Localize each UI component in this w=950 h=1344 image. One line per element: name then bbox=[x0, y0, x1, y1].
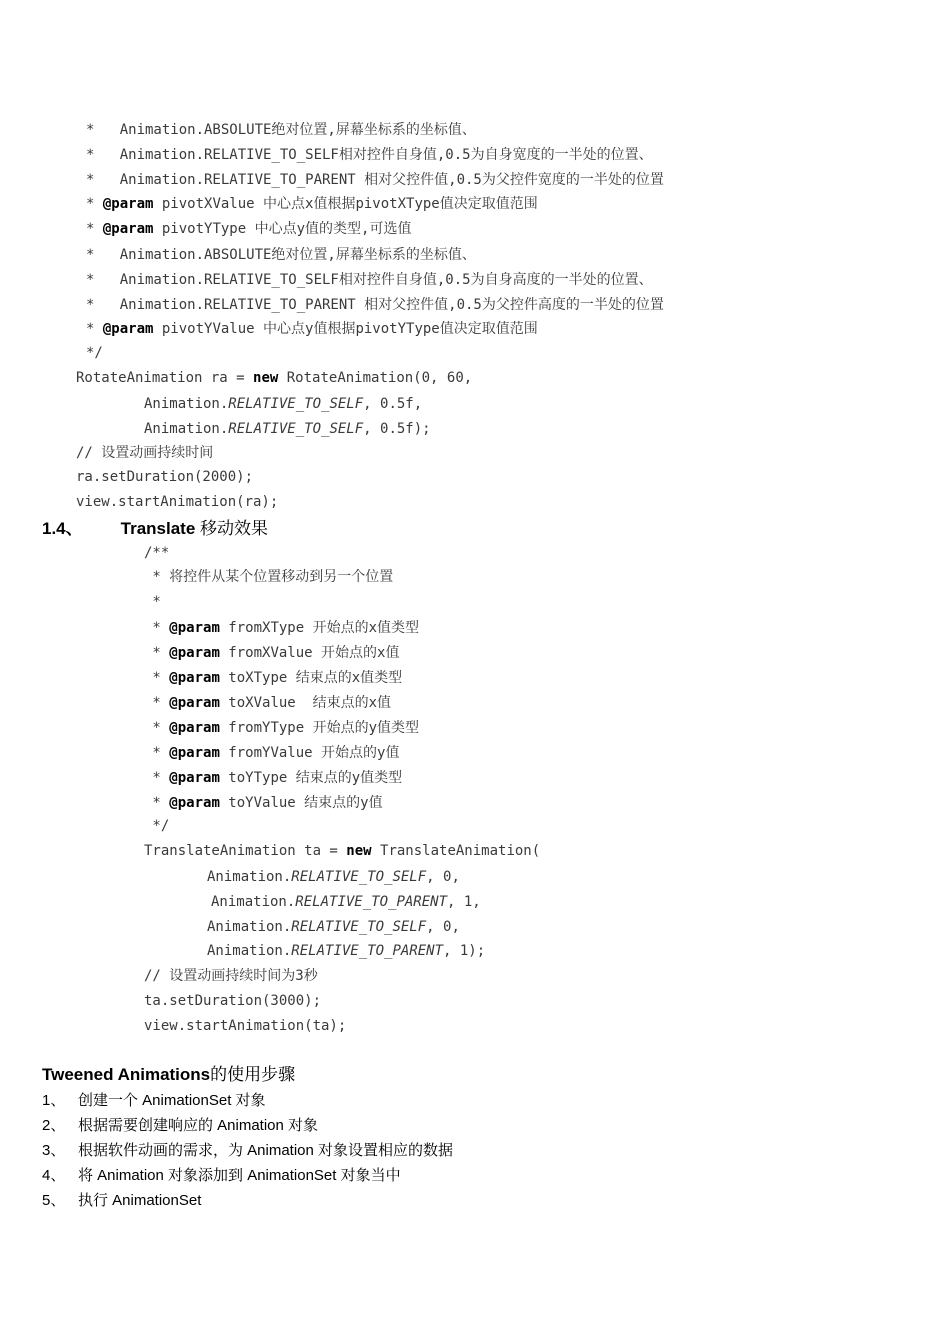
code-line bbox=[144, 744, 399, 762]
code-constant: RELATIVE_TO_PARENT bbox=[295, 894, 448, 910]
code-line: */ bbox=[86, 345, 103, 361]
code-text: RotateAnimation(0, 60, bbox=[278, 370, 473, 386]
code-comment: // 设置动画持续时间 bbox=[76, 445, 214, 461]
code-line bbox=[144, 619, 419, 637]
code-text: * bbox=[144, 645, 170, 661]
code-text: * bbox=[144, 770, 170, 786]
code-keyword: new bbox=[346, 843, 372, 859]
code-line bbox=[144, 694, 391, 712]
step-text: 执行 AnimationSet bbox=[78, 1192, 202, 1209]
code-line bbox=[144, 842, 540, 860]
code-line bbox=[144, 719, 419, 737]
code-line: * Animation.ABSOLUTE绝对位置,屏幕坐标系的坐标值、 bbox=[86, 122, 476, 138]
steps-heading bbox=[42, 1060, 295, 1085]
code-text: * bbox=[144, 620, 170, 636]
code-line: * bbox=[144, 594, 161, 610]
code-text: TranslateAnimation ta = bbox=[144, 843, 347, 859]
code-keyword: @param bbox=[169, 795, 220, 811]
section-title-zh: 移动效果 bbox=[200, 519, 269, 539]
code-text: , 1); bbox=[443, 943, 486, 959]
code-line: */ bbox=[144, 818, 170, 834]
code-text: * bbox=[144, 720, 170, 736]
code-text: fromYType 开始点的y值类型 bbox=[219, 720, 420, 736]
code-line bbox=[86, 220, 411, 238]
steps-heading-zh: 的使用步骤 bbox=[210, 1065, 296, 1085]
section-number: 1.4、 bbox=[42, 519, 83, 538]
code-text: fromXValue 开始点的x值 bbox=[219, 645, 400, 661]
code-line bbox=[86, 195, 538, 213]
code-text: Animation. bbox=[144, 396, 229, 412]
code-line bbox=[144, 769, 402, 787]
code-keyword: @param bbox=[169, 620, 220, 636]
code-text: * bbox=[86, 221, 103, 237]
code-line: * Animation.RELATIVE_TO_PARENT 相对父控件值,0.5为父控件宽度的一半处的位置 bbox=[86, 172, 664, 188]
code-line bbox=[211, 893, 481, 911]
code-text: RotateAnimation ra = bbox=[76, 370, 254, 386]
code-text: , 0, bbox=[426, 919, 460, 935]
code-constant: RELATIVE_TO_SELF bbox=[228, 396, 364, 412]
code-constant: RELATIVE_TO_PARENT bbox=[291, 943, 444, 959]
code-keyword: @param bbox=[169, 720, 220, 736]
code-line bbox=[144, 669, 402, 687]
code-line bbox=[76, 369, 472, 387]
code-keyword: @param bbox=[169, 745, 220, 761]
code-text: Animation. bbox=[211, 894, 296, 910]
code-text: Animation. bbox=[207, 943, 292, 959]
code-line bbox=[144, 420, 431, 438]
code-keyword: @param bbox=[102, 321, 154, 337]
code-text: fromYValue 开始点的y值 bbox=[219, 745, 400, 761]
code-text: , 1, bbox=[447, 894, 481, 910]
code-keyword: @param bbox=[102, 221, 154, 237]
code-line: view.startAnimation(ta); bbox=[144, 1018, 347, 1034]
code-keyword: @param bbox=[169, 670, 220, 686]
step-text: 创建一个 AnimationSet 对象 bbox=[78, 1092, 266, 1109]
code-text: TranslateAnimation( bbox=[371, 843, 541, 859]
code-text: * bbox=[86, 321, 103, 337]
code-keyword: new bbox=[253, 370, 279, 386]
step-text: 根据需要创建响应的 Animation 对象 bbox=[78, 1117, 319, 1134]
code-text: , 0, bbox=[426, 869, 460, 885]
code-line bbox=[207, 942, 485, 960]
code-text: toYValue 结束点的y值 bbox=[219, 795, 383, 811]
list-item bbox=[42, 1189, 201, 1210]
code-text: pivotYValue 中心点y值根据pivotYType值决定取值范围 bbox=[153, 321, 538, 337]
code-keyword: @param bbox=[169, 645, 220, 661]
code-text: * bbox=[86, 196, 103, 212]
code-keyword: @param bbox=[169, 695, 220, 711]
code-constant: RELATIVE_TO_SELF bbox=[228, 421, 364, 437]
step-text: 根据软件动画的需求，为 Animation 对象设置相应的数据 bbox=[78, 1142, 454, 1159]
code-text: , 0.5f, bbox=[363, 396, 423, 412]
code-text: * bbox=[144, 745, 170, 761]
code-line bbox=[144, 395, 422, 413]
step-number: 1、 bbox=[42, 1092, 66, 1109]
list-item bbox=[42, 1114, 318, 1135]
code-line: * Animation.RELATIVE_TO_SELF相对控件自身值,0.5为自身宽度的一半处的位置、 bbox=[86, 147, 653, 163]
code-line bbox=[207, 918, 460, 936]
code-text: toXType 结束点的x值类型 bbox=[219, 670, 403, 686]
code-line bbox=[144, 644, 399, 662]
code-text: * bbox=[144, 695, 170, 711]
code-text: * bbox=[144, 670, 170, 686]
step-number: 4、 bbox=[42, 1167, 66, 1184]
code-constant: RELATIVE_TO_SELF bbox=[291, 869, 427, 885]
code-line: ra.setDuration(2000); bbox=[76, 469, 254, 485]
code-text: Animation. bbox=[144, 421, 229, 437]
code-text: pivotYType 中心点y值的类型,可选值 bbox=[153, 221, 412, 237]
section-heading-1-4 bbox=[42, 514, 268, 539]
steps-heading-en: Tweened Animations bbox=[42, 1065, 211, 1084]
code-line bbox=[207, 868, 460, 886]
code-keyword: @param bbox=[169, 770, 220, 786]
step-text: 将 Animation 对象添加到 AnimationSet 对象当中 bbox=[78, 1167, 401, 1184]
code-line: * 将控件从某个位置移动到另一个位置 bbox=[144, 569, 394, 585]
code-text: pivotXValue 中心点x值根据pivotXType值决定取值范围 bbox=[153, 196, 538, 212]
code-line: ta.setDuration(3000); bbox=[144, 993, 322, 1009]
code-line: /** bbox=[144, 545, 170, 561]
code-line: * Animation.RELATIVE_TO_PARENT 相对父控件值,0.5为父控件高度的一半处的位置 bbox=[86, 297, 664, 313]
code-text: * bbox=[144, 795, 170, 811]
code-text: fromXType 开始点的x值类型 bbox=[219, 620, 420, 636]
code-line bbox=[86, 320, 538, 338]
code-constant: RELATIVE_TO_SELF bbox=[291, 919, 427, 935]
step-number: 5、 bbox=[42, 1192, 66, 1209]
list-item bbox=[42, 1139, 453, 1160]
code-text: toXValue 结束点的x值 bbox=[219, 695, 392, 711]
list-item bbox=[42, 1164, 401, 1185]
code-line bbox=[144, 794, 383, 812]
code-text: , 0.5f); bbox=[363, 421, 431, 437]
step-number: 2、 bbox=[42, 1117, 66, 1134]
list-item bbox=[42, 1089, 266, 1110]
code-line: * Animation.RELATIVE_TO_SELF相对控件自身值,0.5为自身高度的一半处的位置、 bbox=[86, 272, 653, 288]
step-number: 3、 bbox=[42, 1142, 66, 1159]
code-text: Animation. bbox=[207, 919, 292, 935]
section-title-en: Translate bbox=[120, 519, 196, 538]
code-text: toYType 结束点的y值类型 bbox=[219, 770, 403, 786]
code-comment: // 设置动画持续时间为3秒 bbox=[144, 968, 318, 984]
code-text: Animation. bbox=[207, 869, 292, 885]
code-keyword: @param bbox=[102, 196, 154, 212]
code-line: * Animation.ABSOLUTE绝对位置,屏幕坐标系的坐标值、 bbox=[86, 247, 476, 263]
code-line: view.startAnimation(ra); bbox=[76, 494, 279, 510]
